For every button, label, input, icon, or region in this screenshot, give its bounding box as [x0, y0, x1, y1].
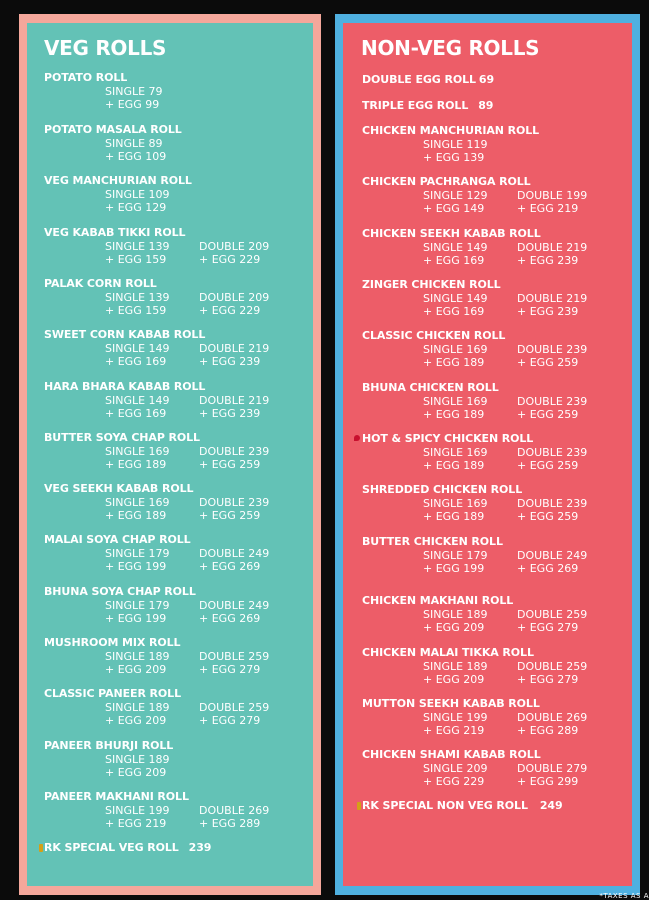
- single-egg-price: + EGG 169: [105, 355, 167, 368]
- price-line: [362, 497, 622, 510]
- item-name: SWEET CORN KABAB ROLL: [44, 328, 206, 341]
- single-price: SINGLE 189: [105, 650, 170, 663]
- single-egg-price: + EGG 199: [105, 560, 167, 573]
- price-line: [44, 458, 304, 471]
- single-price: SINGLE 139: [105, 240, 170, 253]
- price-line: [44, 137, 304, 150]
- item-name: MALAI SOYA CHAP ROLL: [44, 533, 191, 546]
- double-egg-price: + EGG 259: [199, 509, 261, 522]
- price-line: [44, 98, 304, 111]
- item-name: CLASSIC CHICKEN ROLL: [362, 329, 506, 342]
- menu-item: [362, 432, 622, 472]
- double-egg-price: + EGG 279: [199, 714, 261, 727]
- taxes-note: *TAXES AS A: [599, 892, 649, 900]
- double-egg-price: + EGG 259: [517, 356, 579, 369]
- price-line: [44, 817, 304, 830]
- price-line: [44, 560, 304, 573]
- double-egg-price: + EGG 299: [517, 775, 579, 788]
- price-line: [362, 343, 622, 356]
- double-egg-price: + EGG 229: [199, 304, 261, 317]
- single-price: SINGLE 169: [423, 497, 488, 510]
- menu-item: [362, 646, 622, 686]
- double-egg-price: + EGG 279: [517, 621, 579, 634]
- single-egg-price: + EGG 159: [105, 253, 167, 266]
- double-price: DOUBLE 239: [517, 395, 588, 408]
- single-egg-price: + EGG 199: [105, 612, 167, 625]
- single-egg-price: + EGG 189: [423, 356, 485, 369]
- price-line: [44, 394, 304, 407]
- item-name: [362, 73, 622, 87]
- menu-item: [362, 73, 622, 87]
- single-egg-price: + EGG 169: [105, 407, 167, 420]
- item-name: CHICKEN MANCHURIAN ROLL: [362, 124, 540, 137]
- double-price: DOUBLE 239: [199, 496, 270, 509]
- double-egg-price: + EGG 269: [517, 562, 579, 575]
- menu-item: [362, 175, 622, 215]
- price-line: [362, 621, 622, 634]
- item-price: 249: [539, 799, 563, 812]
- double-egg-price: + EGG 239: [199, 407, 261, 420]
- single-egg-price: + EGG 209: [105, 714, 167, 727]
- price-line: [362, 408, 622, 421]
- item-name: PANEER MAKHANI ROLL: [44, 790, 189, 803]
- menu-item: [44, 123, 304, 163]
- item-name: MUTTON SEEKH KABAB ROLL: [362, 697, 540, 710]
- single-egg-price: + EGG 189: [423, 459, 485, 472]
- menu-item: [362, 99, 622, 113]
- double-egg-price: + EGG 259: [517, 408, 579, 421]
- menu-item: [44, 841, 304, 855]
- double-egg-price: + EGG 279: [199, 663, 261, 676]
- single-price: SINGLE 119: [423, 138, 488, 151]
- item-name: [362, 799, 622, 813]
- single-price: SINGLE 199: [105, 804, 170, 817]
- price-line: [362, 459, 622, 472]
- chili-icon: [354, 435, 360, 441]
- item-name: [44, 841, 304, 855]
- single-price: SINGLE 209: [423, 762, 488, 775]
- item-label: TRIPLE EGG ROLL: [362, 99, 469, 112]
- item-name: CLASSIC PANEER ROLL: [44, 687, 181, 700]
- single-price: SINGLE 199: [423, 711, 488, 724]
- double-price: DOUBLE 219: [199, 342, 270, 355]
- double-egg-price: + EGG 269: [199, 560, 261, 573]
- double-egg-price: + EGG 289: [199, 817, 261, 830]
- double-egg-price: + EGG 269: [199, 612, 261, 625]
- single-price: SINGLE 169: [423, 446, 488, 459]
- single-price: SINGLE 189: [105, 701, 170, 714]
- menu-item: [44, 585, 304, 625]
- price-line: [44, 804, 304, 817]
- price-line: [362, 151, 622, 164]
- double-price: DOUBLE 249: [199, 547, 270, 560]
- single-egg-price: + EGG 99: [105, 98, 160, 111]
- price-line: [44, 85, 304, 98]
- veg-title: VEG ROLLS: [44, 36, 167, 60]
- single-price: SINGLE 139: [105, 291, 170, 304]
- single-price: SINGLE 169: [105, 496, 170, 509]
- item-name: VEG KABAB TIKKI ROLL: [44, 226, 186, 239]
- item-name: SHREDDED CHICKEN ROLL: [362, 483, 523, 496]
- price-line: [44, 766, 304, 779]
- item-price: 69: [478, 73, 495, 86]
- menu-item: [44, 687, 304, 727]
- price-line: [44, 407, 304, 420]
- menu-item: [44, 328, 304, 368]
- price-line: [44, 188, 304, 201]
- item-name: PALAK CORN ROLL: [44, 277, 157, 290]
- menu-item: [362, 483, 622, 523]
- price-line: [362, 724, 622, 737]
- price-line: [362, 292, 622, 305]
- single-egg-price: + EGG 109: [105, 150, 167, 163]
- menu-item: [44, 482, 304, 522]
- item-name: ZINGER CHICKEN ROLL: [362, 278, 501, 291]
- item-name: HOT & SPICY CHICKEN ROLL: [362, 432, 534, 445]
- single-egg-price: + EGG 129: [105, 201, 167, 214]
- single-egg-price: + EGG 219: [423, 724, 485, 737]
- item-name: PANEER BHURJI ROLL: [44, 739, 174, 752]
- double-price: DOUBLE 219: [199, 394, 270, 407]
- item-name: CHICKEN MALAI TIKKA ROLL: [362, 646, 534, 659]
- double-price: DOUBLE 249: [199, 599, 270, 612]
- item-name: CHICKEN SHAMI KABAB ROLL: [362, 748, 541, 761]
- item-name: POTATO ROLL: [44, 71, 128, 84]
- price-line: [44, 496, 304, 509]
- item-name: POTATO MASALA ROLL: [44, 123, 182, 136]
- item-name: CHICKEN PACHRANGA ROLL: [362, 175, 531, 188]
- price-line: [44, 201, 304, 214]
- single-price: SINGLE 109: [105, 188, 170, 201]
- single-egg-price: + EGG 159: [105, 304, 167, 317]
- single-egg-price: + EGG 139: [423, 151, 485, 164]
- item-price: 89: [478, 99, 494, 112]
- nonveg-title: NON-VEG ROLLS: [361, 36, 540, 60]
- price-line: [362, 673, 622, 686]
- price-line: [362, 775, 622, 788]
- price-line: [362, 608, 622, 621]
- price-line: [44, 612, 304, 625]
- single-egg-price: + EGG 229: [423, 775, 485, 788]
- double-price: DOUBLE 279: [517, 762, 588, 775]
- single-price: SINGLE 189: [423, 608, 488, 621]
- double-price: DOUBLE 259: [517, 660, 588, 673]
- menu-item: [362, 227, 622, 267]
- single-egg-price: + EGG 209: [105, 663, 167, 676]
- double-price: DOUBLE 219: [517, 292, 588, 305]
- price-line: [362, 241, 622, 254]
- item-name: BUTTER SOYA CHAP ROLL: [44, 431, 200, 444]
- price-line: [44, 701, 304, 714]
- single-price: SINGLE 169: [423, 395, 488, 408]
- item-name: CHICKEN MAKHANI ROLL: [362, 594, 514, 607]
- menu-item: [44, 739, 304, 779]
- menu-item: [362, 278, 622, 318]
- price-line: [44, 650, 304, 663]
- single-egg-price: + EGG 189: [105, 458, 167, 471]
- double-egg-price: + EGG 239: [517, 254, 579, 267]
- single-price: SINGLE 149: [423, 292, 488, 305]
- single-egg-price: + EGG 169: [423, 305, 485, 318]
- menu-item: [44, 277, 304, 317]
- single-price: SINGLE 149: [105, 342, 170, 355]
- single-egg-price: + EGG 219: [105, 817, 167, 830]
- double-egg-price: + EGG 239: [199, 355, 261, 368]
- single-egg-price: + EGG 189: [105, 509, 167, 522]
- menu-item: [44, 71, 304, 111]
- price-line: [362, 356, 622, 369]
- price-line: [44, 547, 304, 560]
- double-price: DOUBLE 199: [517, 189, 588, 202]
- price-line: [44, 355, 304, 368]
- menu-item: [44, 174, 304, 214]
- item-name: CHICKEN SEEKH KABAB ROLL: [362, 227, 541, 240]
- double-egg-price: + EGG 229: [199, 253, 261, 266]
- menu-item: [44, 790, 304, 830]
- single-price: SINGLE 149: [105, 394, 170, 407]
- menu-item: [44, 226, 304, 266]
- item-price: 239: [188, 841, 212, 854]
- item-name: BHUNA CHICKEN ROLL: [362, 381, 499, 394]
- single-egg-price: + EGG 189: [423, 510, 485, 523]
- menu-item: [362, 329, 622, 369]
- price-line: [44, 342, 304, 355]
- double-egg-price: + EGG 279: [517, 673, 579, 686]
- menu-item: [362, 594, 622, 634]
- menu-item: [44, 431, 304, 471]
- price-line: [362, 446, 622, 459]
- menu-item: [362, 535, 622, 575]
- double-price: DOUBLE 239: [517, 446, 588, 459]
- price-line: [44, 663, 304, 676]
- single-price: SINGLE 89: [105, 137, 163, 150]
- single-price: SINGLE 149: [423, 241, 488, 254]
- price-line: [362, 254, 622, 267]
- single-price: SINGLE 179: [105, 547, 170, 560]
- single-price: SINGLE 169: [105, 445, 170, 458]
- menu-item: [362, 799, 622, 813]
- price-line: [44, 445, 304, 458]
- double-price: DOUBLE 269: [517, 711, 588, 724]
- price-line: [362, 202, 622, 215]
- single-egg-price: + EGG 209: [423, 673, 485, 686]
- double-price: DOUBLE 239: [199, 445, 270, 458]
- price-line: [362, 762, 622, 775]
- menu-item: [44, 636, 304, 676]
- menu-item: [44, 533, 304, 573]
- single-price: SINGLE 129: [423, 189, 488, 202]
- item-label: RK SPECIAL NON VEG ROLL: [362, 799, 528, 812]
- double-egg-price: + EGG 239: [517, 305, 579, 318]
- menu-item: [362, 748, 622, 788]
- double-price: DOUBLE 209: [199, 291, 270, 304]
- price-line: [362, 305, 622, 318]
- price-line: [44, 253, 304, 266]
- double-price: DOUBLE 219: [517, 241, 588, 254]
- price-line: [44, 291, 304, 304]
- menu-item: [362, 124, 622, 164]
- item-name: BHUNA SOYA CHAP ROLL: [44, 585, 196, 598]
- double-egg-price: + EGG 259: [199, 458, 261, 471]
- single-price: SINGLE 189: [423, 660, 488, 673]
- item-name: VEG SEEKH KABAB ROLL: [44, 482, 194, 495]
- single-price: SINGLE 169: [423, 343, 488, 356]
- single-price: SINGLE 189: [105, 753, 170, 766]
- double-price: DOUBLE 209: [199, 240, 270, 253]
- price-line: [362, 711, 622, 724]
- price-line: [362, 549, 622, 562]
- price-line: [362, 562, 622, 575]
- special-marker-icon: [357, 802, 361, 810]
- price-line: [44, 509, 304, 522]
- price-line: [362, 138, 622, 151]
- double-price: DOUBLE 269: [199, 804, 270, 817]
- menu-item: [362, 381, 622, 421]
- single-price: SINGLE 179: [423, 549, 488, 562]
- single-egg-price: + EGG 199: [423, 562, 485, 575]
- item-name: BUTTER CHICKEN ROLL: [362, 535, 503, 548]
- item-name: HARA BHARA KABAB ROLL: [44, 380, 206, 393]
- double-egg-price: + EGG 259: [517, 459, 579, 472]
- item-label: DOUBLE EGG ROLL: [362, 73, 476, 86]
- double-price: DOUBLE 249: [517, 549, 588, 562]
- price-line: [44, 304, 304, 317]
- single-egg-price: + EGG 209: [423, 621, 485, 634]
- single-egg-price: + EGG 169: [423, 254, 485, 267]
- price-line: [44, 240, 304, 253]
- item-label: RK SPECIAL VEG ROLL: [44, 841, 179, 854]
- price-line: [362, 189, 622, 202]
- double-price: DOUBLE 239: [517, 343, 588, 356]
- price-line: [44, 753, 304, 766]
- item-name: MUSHROOM MIX ROLL: [44, 636, 181, 649]
- price-line: [44, 599, 304, 612]
- single-egg-price: + EGG 149: [423, 202, 485, 215]
- single-price: SINGLE 179: [105, 599, 170, 612]
- double-price: DOUBLE 239: [517, 497, 588, 510]
- double-price: DOUBLE 259: [199, 701, 270, 714]
- single-egg-price: + EGG 189: [423, 408, 485, 421]
- double-egg-price: + EGG 219: [517, 202, 579, 215]
- double-egg-price: + EGG 289: [517, 724, 579, 737]
- price-line: [362, 660, 622, 673]
- price-line: [44, 714, 304, 727]
- special-marker-icon: [39, 844, 43, 852]
- price-line: [362, 510, 622, 523]
- menu-item: [44, 380, 304, 420]
- price-line: [362, 395, 622, 408]
- item-name: [362, 99, 622, 113]
- item-name: VEG MANCHURIAN ROLL: [44, 174, 192, 187]
- double-price: DOUBLE 259: [199, 650, 270, 663]
- double-egg-price: + EGG 259: [517, 510, 579, 523]
- double-price: DOUBLE 259: [517, 608, 588, 621]
- single-price: SINGLE 79: [105, 85, 163, 98]
- single-egg-price: + EGG 209: [105, 766, 167, 779]
- price-line: [44, 150, 304, 163]
- menu-item: [362, 697, 622, 737]
